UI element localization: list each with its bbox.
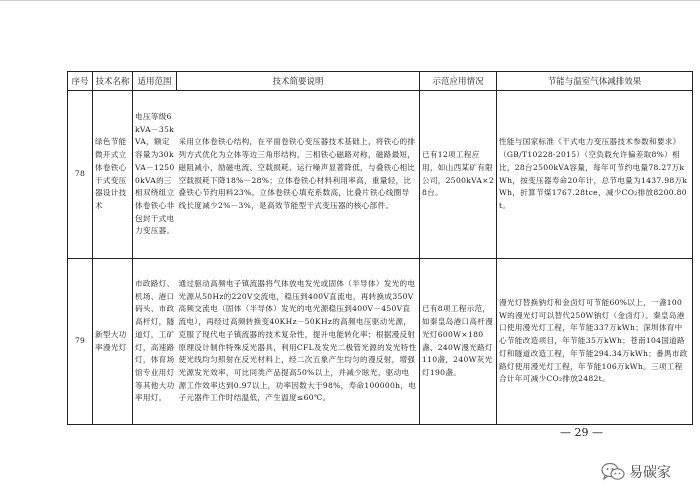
row-effect: 漫光灯替换钠灯和金卤灯可节能60%以上，一盏100W的漫光灯可以替代250W钠灯（金卤灯）。秦皇岛港口使用漫光灯工程，年节能337万kWh；深圳体育中心节能改造项目，年节能35万kWh；苍南104国道路灯和隧道改造工程，年节能294.34万kWh；番禺市政路灯使用漫光灯工程，年节能106万kWh。三项工程合计年可减少CO₂排放2482t。 xyxy=(497,259,693,425)
technology-table xyxy=(67,71,693,425)
row-scope: 电压等级6kVA－35kVA，额定容量为30kVA－12500kVA的三相双绕组立体卷铁心非包封干式电力变压器。 xyxy=(133,91,177,259)
row-no: 79 xyxy=(68,259,93,425)
row-desc: 通过驱动高频电子镇流器将气体放电发光或固体（半导体）发光的电光源从50Hz的220V交流电，稳压到400V直流电，再转换成350V高频交流电（固体（半导体）发光的电光源稳压到400V－450V直流电），再经过高频转换变40KHz－50KHz的高频电压驱动光源，克服了现代电子镇流器的技术复杂性，提升电能转化率；根据漫反射原理设计制作特殊反光器具，利用CFL及发光二极管光源的发光特性使光线均匀照射在反光材料上，经二次五象产生均匀的漫反射，增强光源发光效率，可比同类产品提高50%以上，并减少眩光，驱动电源工作效率达到0.97以上，功率因数大于98%，寿命100000h，电子元器件工作时结温低，产生温度≤60℃。 xyxy=(177,259,420,425)
table-header-row xyxy=(68,72,693,91)
watermark xyxy=(601,462,671,482)
row-effect: 性能与国家标准《干式电力变压器技术参数和要求》（GB/T10228-2015）（空负载允许偏差取8%）相比，28台2500kVA容量，每年可节约电量78.27万kWh，按变压器寿命20年计，总节电量为1437.98万kWh，折算节煤1767.28tce，减少CO₂排放8200.80t。 xyxy=(497,91,693,259)
header-demo: 示范应用情况 xyxy=(420,72,497,91)
table-row xyxy=(68,91,693,259)
page-top-border xyxy=(0,0,700,1)
table-row xyxy=(68,259,693,425)
row-no: 78 xyxy=(68,91,93,259)
header-name: 技术名称 xyxy=(93,72,133,91)
header-no: 序号 xyxy=(68,72,93,91)
header-desc: 技术简要说明 xyxy=(177,72,420,91)
row-scope: 市政路灯、机场、港口码头、市政高杆灯，隧道灯，工矿灯，高速路灯，体育场馆专业用灯等其他大功率用灯。 xyxy=(133,259,177,425)
row-name: 新型大功率漫光灯 xyxy=(93,259,133,425)
page-number: — 29 — xyxy=(560,426,603,439)
row-demo: 已有12项工程应用，如山西某矿有限公司，2500kVA×28台。 xyxy=(420,91,497,259)
wechat-icon xyxy=(601,462,625,482)
row-desc: 采用立体卷铁心结构，在平面卷铁心变压器技术基础上，将铁心的排列方式优化为立体等边三角形结构，三相铁心磁路对称，磁路最短，磁阻减小，励磁电流、空载损耗、运行噪声显著降低，与叠铁心相比空载损耗下降18%－28%；立体卷铁心材料利用率高，重量轻，比叠铁心节约用料23%。立体卷铁心填充系数高，比叠片铁心线圈导线长度减少2%－3%，是高效节能型干式变压器的核心部件。 xyxy=(177,91,420,259)
watermark-text: 易碳家 xyxy=(629,465,671,481)
header-scope: 适用范围 xyxy=(133,72,177,91)
row-demo: 已有8项工程示范，如秦皇岛港口高杆漫光灯600W×180盏、240W漫光路灯110盏，240W灰光灯190盏。 xyxy=(420,259,497,425)
header-effect: 节能与温室气体减排效果 xyxy=(497,72,693,91)
row-name: 绿色节能微开式立体卷铁心干式变压器设计技术 xyxy=(93,91,133,259)
